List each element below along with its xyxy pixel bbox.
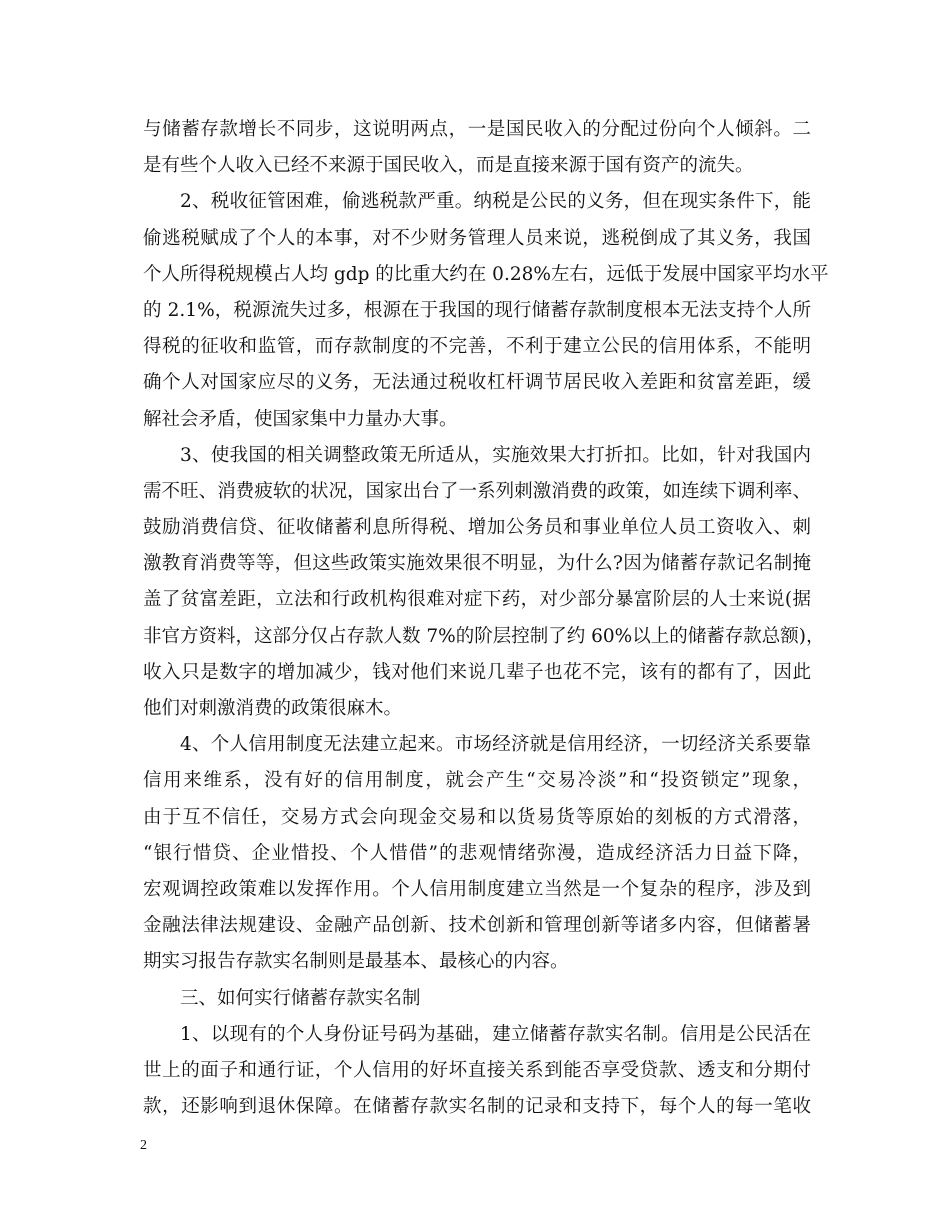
text-line: 宏观调控政策难以发挥作用。个人信用制度建立当然是一个复杂的程序，涉及到 [143, 878, 811, 900]
section-heading: 三、如何实行储蓄存款实名制 [180, 987, 421, 1009]
text-line: 期实习报告存款实名制则是最基本、最核心的内容。 [143, 951, 569, 973]
text-line: 款，还影响到退休保障。在储蓄存款实名制的记录和支持下，每个人的每一笔收 [143, 1096, 811, 1118]
text-line: 与储蓄存款增长不同步，这说明两点，一是国民收入的分配过份向个人倾斜。二 [143, 119, 811, 140]
paragraph-start-line: 2、税收征管困难，偷逃税款严重。纳税是公民的义务，但在现实条件下，能 [180, 191, 811, 213]
text-line: 激教育消费等等，但这些政策实施效果很不明显，为什么?因为储蓄存款记名制掩 [143, 553, 811, 575]
text-line: 偷逃税赋成了个人的本事，对不少财务管理人员来说，逃税倒成了其义务，我国 [143, 227, 811, 249]
paragraph-start-line: 3、使我国的相关调整政策无所适从，实施效果大打折扣。比如，针对我国内 [180, 444, 811, 466]
paragraph-start-line: 1、以现有的个人身份证号码为基础，建立储蓄存款实名制。信用是公民活在 [180, 1023, 811, 1045]
text-line: 是有些个人收入已经不来源于国民收入，而是直接来源于国有资产的流失。 [143, 155, 754, 177]
text-line: 信用来维系，没有好的信用制度，就会产生“交易冷淡”和“投资锁定”现象， [143, 770, 811, 792]
text-line: 世上的面子和通行证，个人信用的好坏直接关系到能否享受贷款、透支和分期付 [143, 1059, 811, 1081]
text-line: 的 2.1%，税源流失过多，根源在于我国的现行储蓄存款制度根本无法支持个人所 [143, 299, 811, 321]
text-line: 解社会矛盾，使国家集中力量办大事。 [143, 408, 458, 430]
text-line: 他们对刺激消费的政策很麻木。 [143, 698, 403, 719]
text-line: 得税的征收和监管，而存款制度的不完善，不利于建立公民的信用体系，不能明 [143, 336, 811, 358]
text-line: 需不旺、消费疲软的状况，国家出台了一系列刺激消费的政策，如连续下调利率、 [143, 480, 811, 502]
text-line: 确个人对国家应尽的义务，无法通过税收杠杆调节居民收入差距和贫富差距，缓 [143, 372, 811, 394]
text-line: 非官方资料，这部分仅占存款人数 7%的阶层控制了约 60%以上的储蓄存款总额)， [143, 625, 825, 647]
text-line: 盖了贫富差距，立法和行政机构很难对症下药，对少部分暴富阶层的人士来说(据 [143, 589, 811, 611]
text-line: 由于互不信任，交易方式会向现金交易和以货易货等原始的刻板的方式滑落， [143, 806, 811, 828]
text-line: 金融法律法规建设、金融产品创新、技术创新和管理创新等诸多内容，但储蓄暑 [143, 915, 811, 937]
page-number: 2 [140, 1138, 147, 1153]
text-line: 收入只是数字的增加减少，钱对他们来说几辈子也花不完，该有的都有了，因此 [143, 661, 811, 683]
text-line: “银行惜贷、企业惜投、个人惜借”的悲观情绪弥漫，造成经济活力日益下降， [143, 842, 811, 864]
text-line: 个人所得税规模占人均 gdp 的比重大约在 0.28%左右，远低于发展中国家平均水平 [143, 263, 829, 285]
text-line: 鼓励消费信贷、征收储蓄利息所得税、增加公务员和事业单位人员工资收入、刺 [143, 517, 811, 539]
paragraph-start-line: 4、个人信用制度无法建立起来。市场经济就是信用经济，一切经济关系要靠 [180, 734, 811, 756]
body-text [143, 112, 829, 1125]
